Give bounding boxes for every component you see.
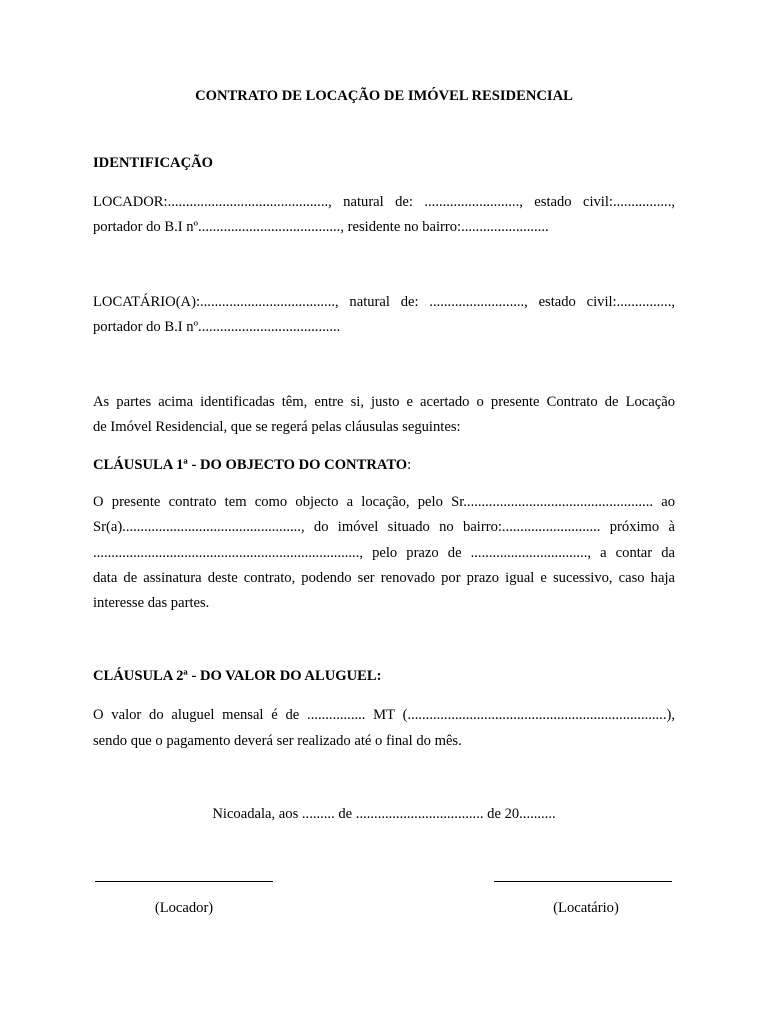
document-title: CONTRATO DE LOCAÇÃO DE IMÓVEL RESIDENCIAL — [195, 88, 573, 104]
clause-1-line-4: data de assinatura deste contrato, podendo ser renovado por prazo igual e sucessivo, caso haja — [93, 570, 675, 586]
locador-signature-line — [95, 881, 273, 882]
identification-heading: IDENTIFICAÇÃO — [93, 155, 214, 171]
locatario-signature-label: (Locatário) — [553, 900, 619, 916]
locador-line-1: LOCADOR:............................................, natural de: .........................., estado civil:................, — [93, 194, 675, 210]
clause-1-line-3: ........................................................................., pelo prazo de ................................, a contar da — [93, 545, 675, 561]
clause-1-heading — [93, 457, 411, 474]
locatario-line-2: portador do B.I nº....................................... — [93, 319, 341, 335]
locatario-signature-line — [494, 881, 672, 882]
clause-1-line-2: Sr(a)................................................., do imóvel situado no bairro:........................... próximo à — [93, 519, 675, 535]
locador-signature-label: (Locador) — [154, 900, 214, 916]
clause-1-line-1: O presente contrato tem como objecto a locação, pelo Sr.................................................... ao — [93, 494, 675, 510]
clause-2-line-2: sendo que o pagamento deverá ser realizado até o final do mês. — [93, 733, 462, 749]
place-date-line: Nicoadala, aos ......... de ................................... de 20.......... — [212, 806, 556, 822]
intro-line-2: de Imóvel Residencial, que se regerá pelas cláusulas seguintes: — [93, 419, 461, 435]
clause-2-line-1: O valor do aluguel mensal é de ................ MT (.......................................................................), — [93, 707, 675, 723]
clause-2-heading: CLÁUSULA 2ª - DO VALOR DO ALUGUEL: — [93, 668, 382, 684]
clause-1-heading-colon: : — [407, 457, 412, 473]
locatario-line-1: LOCATÁRIO(A):....................................., natural de: .........................., estado civil:..............., — [93, 294, 675, 310]
intro-line-1: As partes acima identificadas têm, entre si, justo e acertado o presente Contrato de Locação — [93, 394, 675, 410]
locador-line-2: portador do B.I nº......................................., residente no bairro:........................ — [93, 219, 549, 235]
clause-1-heading-text: CLÁUSULA 1ª - DO OBJECTO DO CONTRATO — [93, 457, 408, 473]
clause-1-line-5: interesse das partes. — [93, 595, 210, 611]
